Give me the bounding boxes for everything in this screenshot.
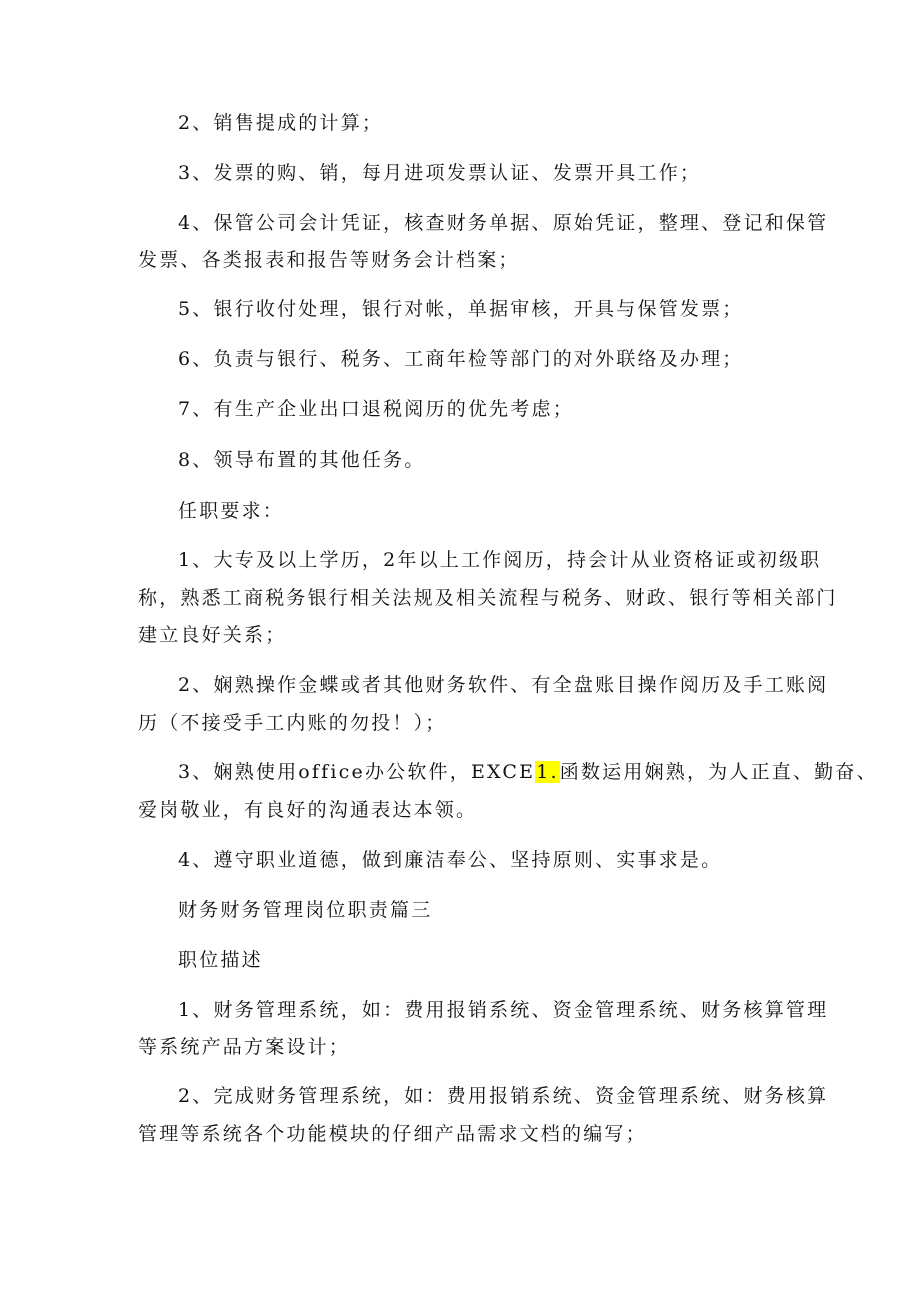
requirement-2-line-1: 2、娴熟操作金蝶或者其他财务软件、有全盘账目操作阅历及手工账阅 (178, 674, 829, 696)
description-2-line-1: 2、完成财务管理系统，如：费用报销系统、资金管理系统、财务核算 (178, 1085, 829, 1107)
requirement-3-text-before: 3、娴熟使用office办公软件，EXCE (178, 761, 536, 783)
requirement-3-line-1 (178, 759, 878, 785)
description-2-line-2: 管理等系统各个功能模块的仔细产品需求文档的编写； (138, 1123, 647, 1145)
duty-item-3: 3、发票的购、销，每月进项发票认证、发票开具工作； (178, 162, 702, 184)
duty-item-8: 8、领导布置的其他任务。 (178, 449, 426, 471)
description-1-line-1: 1、财务管理系统，如：费用报销系统、资金管理系统、财务核算管理 (178, 999, 829, 1021)
requirements-heading: 任职要求： (178, 500, 285, 522)
description-1-line-2: 等系统产品方案设计； (138, 1036, 351, 1058)
requirement-1-line-2: 称，熟悉工商税务银行相关法规及相关流程与税务、财政、银行等相关部门 (138, 587, 838, 609)
requirement-1-line-3: 建立良好关系； (138, 624, 287, 646)
highlighted-text: 1. (536, 761, 559, 783)
duty-item-2: 2、销售提成的计算； (178, 112, 384, 134)
duty-item-4-line-1: 4、保管公司会计凭证，核查财务单据、原始凭证，整理、登记和保管 (178, 212, 829, 234)
requirement-4: 4、遵守职业道德，做到廉洁奉公、坚持原则、实事求是。 (178, 849, 723, 871)
requirement-3-text-after: 函数运用娴熟，为人正直、勤奋、 (559, 761, 878, 783)
duty-item-6: 6、负责与银行、税务、工商年检等部门的对外联络及办理； (178, 348, 744, 370)
duty-item-7: 7、有生产企业出口退税阅历的优先考虑； (178, 398, 574, 420)
job-description-heading: 职位描述 (178, 949, 263, 971)
requirement-2-line-2: 历（不接受手工内账的勿投！）； (138, 712, 447, 734)
section-title: 财务财务管理岗位职责篇三 (178, 899, 433, 921)
duty-item-5: 5、银行收付处理，银行对帐，单据审核，开具与保管发票； (178, 298, 744, 320)
requirement-3-line-2: 爱岗敬业，有良好的沟通表达本领。 (138, 799, 478, 821)
requirement-1-line-1: 1、大专及以上学历，2年以上工作阅历，持会计从业资格证或初级职 (178, 549, 822, 571)
duty-item-4-line-2: 发票、各类报表和报告等财务会计档案； (138, 249, 520, 271)
